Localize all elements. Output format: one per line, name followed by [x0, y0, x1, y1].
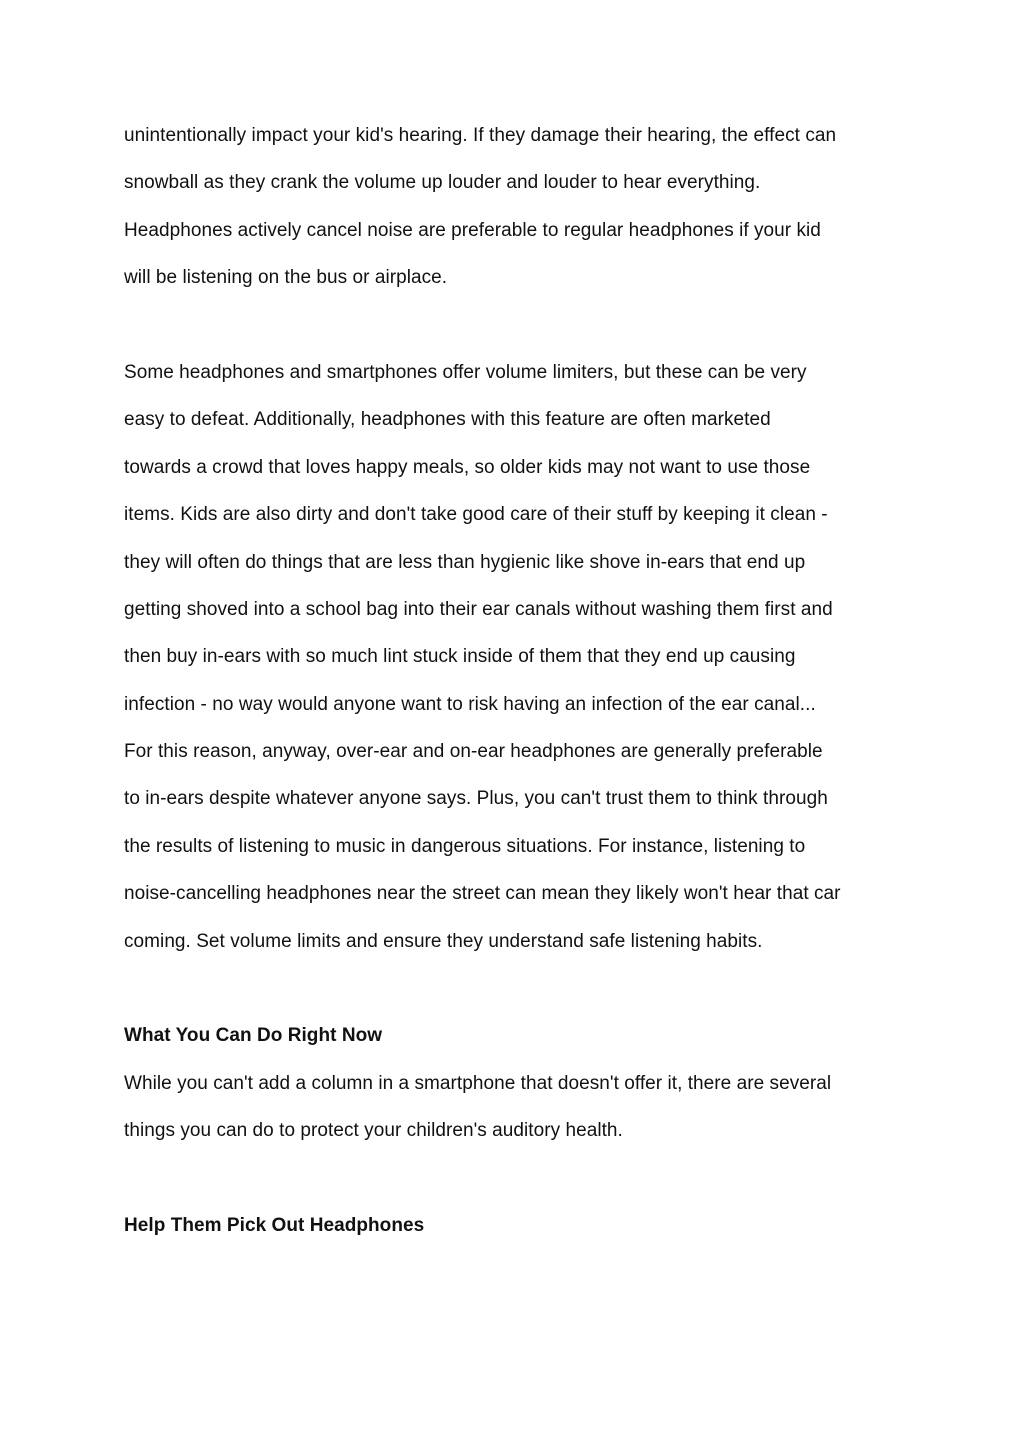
text-line: getting shoved into a school bag into their ear canals without washing them first and [124, 598, 833, 620]
paragraph-spacer [124, 965, 914, 1012]
text-line: they will often do things that are less than hygienic like shove in-ears that end up [124, 551, 806, 573]
text-line: then buy in-ears with so much lint stuck inside of them that they end up causing [124, 646, 796, 668]
section-heading: Help Them Pick Out Headphones [124, 1214, 425, 1236]
text-line: Headphones actively cancel noise are preferable to regular headphones if your kid [124, 219, 821, 241]
text-line: noise-cancelling headphones near the street can mean they likely won't hear that car [124, 883, 841, 905]
text-line: will be listening on the bus or airplace. [124, 267, 448, 289]
paragraph-spacer [124, 302, 914, 349]
text-line: While you can't add a column in a smartphone that doesn't offer it, there are several [124, 1072, 832, 1094]
paragraph-spacer [124, 1155, 914, 1202]
section-what-you-can-do [124, 1012, 914, 1154]
text-line: towards a crowd that loves happy meals, so older kids may not want to use those [124, 456, 811, 478]
text-line: to in-ears despite whatever anyone says. Plus, you can't trust them to think through [124, 788, 828, 810]
section-heading: What You Can Do Right Now [124, 1025, 383, 1047]
text-line: the results of listening to music in dangerous situations. For instance, listening to [124, 835, 806, 857]
text-line: Some headphones and smartphones offer volume limiters, but these can be very [124, 361, 807, 383]
paragraph-intro [124, 112, 914, 302]
text-line: things you can do to protect your children's auditory health. [124, 1120, 623, 1142]
text-line: coming. Set volume limits and ensure they understand safe listening habits. [124, 930, 763, 952]
section-pick-headphones [124, 1202, 914, 1249]
text-line: items. Kids are also dirty and don't take good care of their stuff by keeping it clean - [124, 504, 828, 526]
text-line: For this reason, anyway, over-ear and on-ear headphones are generally preferable [124, 741, 823, 763]
text-line: infection - no way would anyone want to risk having an infection of the ear canal... [124, 693, 816, 715]
paragraph-volume-limiters [124, 349, 914, 965]
text-line: unintentionally impact your kid's hearing. If they damage their hearing, the effect can [124, 125, 837, 146]
text-line: snowball as they crank the volume up louder and louder to hear everything. [124, 172, 761, 194]
text-line: easy to defeat. Additionally, headphones with this feature are often marketed [124, 409, 771, 431]
document-page [124, 112, 914, 1249]
